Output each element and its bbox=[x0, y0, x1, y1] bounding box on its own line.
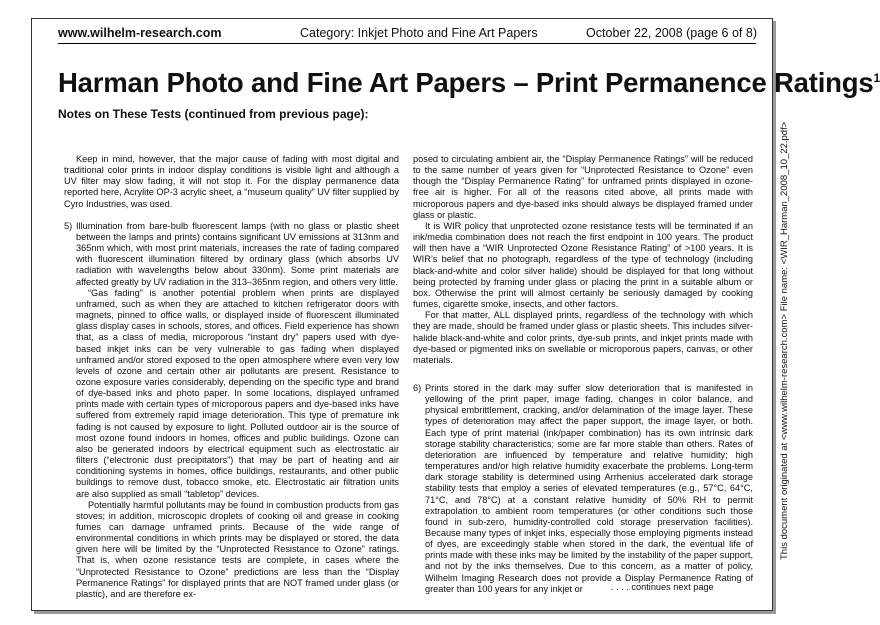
continues-next-page: . . . . continues next page bbox=[611, 582, 714, 592]
paragraph: It is WIR policy that unprotected ozone resistance tests will be terminated if an ink/media combination does not reach the first endpoint in 100 years. The product will then have a “WIR Unprotected Ozone Resistance Rating” of >100 years. It is WIR’s belief that no photograph, regardless of the type of technology (including black-and-white and color silver halide) should be displayed for that long without being protected by framing under glass or placing the print in a suitable album or box. Otherwise the print will almost certainly be seriously damaged by cooking fumes, cigarette smoke, insects, and other factors. bbox=[413, 220, 753, 310]
note-number: 5) bbox=[64, 220, 73, 231]
title-footnote-mark: 1 bbox=[873, 71, 880, 85]
paragraph: Prints stored in the dark may suffer slow deterioration that is manifested in yellowing of the print paper, image fading, changes in color balance, and physical embrittlement, cracking, and/or delamination of the image layer. These types of deterioration may affect the paper support, the image layer, or both. Each type of print material (ink/paper combination) has its own intrinsic dark storage stability characteristics; some are far more stable than others. Rates of deterioration are influenced by temperature and relative humidity; high temperatures and/or high relative humidity exacerbate the problems. Long-term dark storage stability is determined using Arrhenius accelerated dark storage stability tests that employ a series of elevated temperatures (e.g., 57°C, 64°C, 71°C, and 78°C) at a constant relative humidity of 50% RH to permit extrapolation to ambient room temperatures (or other conditions such those found in sub-zero, humidity-controlled cold storage preservation facilities). Because many types of inkjet inks, especially those employing pigments instead of dyes, are exceedingly stable when stored in the dark, the eventual life of prints made with these inks may be limited by the instability of the paper support, and not by the inks themselves. Due to this concern, as a matter of policy, Wilhelm Imaging Research does not provide a Display Permanence Rating of greater than 100 years for any inkjet or bbox=[425, 382, 753, 594]
header-category: Category: Inkjet Photo and Fine Art Papers bbox=[300, 26, 538, 40]
note-item-5 bbox=[64, 221, 399, 600]
note-item-6 bbox=[413, 383, 753, 595]
paragraph: Keep in mind, however, that the major cause of fading with most digital and traditional color prints in indoor display conditions is visible light and although a UV filter may slow fading, it will not stop it. For the display permanence data reported here, Acrylite OP-3 acrylic sheet, a “museum quality” UV filter supplied by Cyro Industries, was used. bbox=[64, 154, 399, 209]
page-title-text: Harman Photo and Fine Art Papers – Print Permanence Ratings bbox=[58, 67, 874, 98]
notes-heading: Notes on These Tests (continued from previous page): bbox=[58, 107, 369, 121]
paragraph: For that matter, ALL displayed prints, regardless of the technology with which they are made, should be framed under glass or plastic sheets. This includes silver-halide black-and-white and color prints, dye-sub prints, and inkjet prints made with dye-based or pigmented inks on swellable or microporous papers, canvas, or other materials. bbox=[413, 310, 753, 365]
page-title bbox=[58, 67, 880, 99]
header-url: www.wilhelm-research.com bbox=[58, 26, 222, 40]
text-column-right bbox=[413, 154, 753, 595]
header-date: October 22, 2008 (page 6 of 8) bbox=[586, 26, 757, 40]
header-rule bbox=[58, 43, 756, 44]
paragraph: Potentially harmful pollutants may be found in combustion products from gas stoves; in addition, microscopic droplets of cooking oil and grease in cooking fumes can damage unframed prints. Because of the wide range of environmental conditions in which prints may be displayed or stored, the data given here will be limited by the “Unprotected Resistance to Ozone” ratings. That is, when ozone resistance tests are complete, in cases where the “Unprotected Resistance to Ozone” predictions are less than the “Display Permanence Ratings” for displayed prints that are NOT framed under glass (or plastic), and are therefore ex- bbox=[76, 499, 400, 599]
paragraph: Illumination from bare-bulb fluorescent lamps (with no glass or plastic sheet between the lamps and prints) contains significant UV emissions at 313nm and 365nm which, with most print materials, increases the rate of fading compared with fluorescent illumination filtered by ordinary glass (which absorbs UV radiation with wavelengths below about 330nm). Some print materials are affected greatly by UV radiation in the 313–365nm region, and others very little. bbox=[76, 220, 399, 287]
text-column-left bbox=[64, 154, 399, 600]
note-number: 6) bbox=[413, 382, 422, 393]
paragraph: “Gas fading” is another potential problem when prints are displayed unframed, such as when they are attached to kitchen refrigerator doors with magnets, pinned to office walls, or displayed inside of fluorescent illuminated glass display cases in schools, stores, and offices. Field experience has shown that, as a class of media, microporous “instant dry” papers used with dye-based inkjet inks can be very vulnerable to gas fading when displayed unframed and/or stored exposed to the open atmosphere where even very low levels of ozone and certain other air pollutants are present. Resistance to ozone exposure varies considerably, depending on the specific type and brand of dye-based inks and photo paper. In some locations, displayed unframed prints made with certain types of microporous papers and dye-based inks have suffered from extremely rapid image deterioration. This type of premature ink fading is not caused by exposure to light. Polluted outdoor air is the source of most ozone found indoors in homes, offices and public buildings. Ozone can also be generated indoors by electrical equipment such as electrostatic air filters (“electronic dust precipitators”) that may be part of heating and air conditioning systems in homes, office buildings, restaurants, and other public buildings to remove dust, tobacco smoke, etc. Electrostatic air filtration units are also supplied as small “tabletop” devices. bbox=[76, 287, 399, 499]
sidebar-origin-note: This document originated at <www.wilhelm-research.com> File name: <WIR_Harman_2008_10_22.pdf> bbox=[779, 121, 790, 560]
paragraph: posed to circulating ambient air, the “Display Permanence Ratings” will be reduced to the same number of years given for “Unprotected Resistance to Ozone” even though the “Display Permanence Rating” for unframed prints displayed in ozone-free air is higher. For all of the reasons cited above, all prints made with microporous papers and dye-based inks should always be displayed framed under glass or plastic. bbox=[413, 154, 753, 220]
